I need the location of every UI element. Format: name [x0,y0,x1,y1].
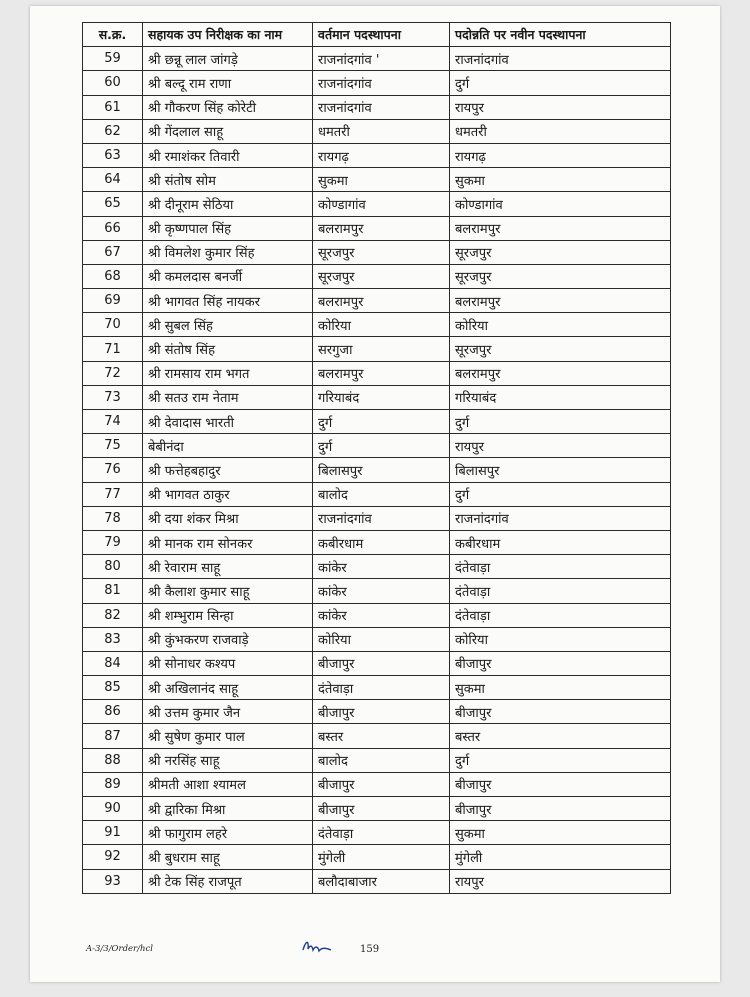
cell-name: श्री दीनूराम सेठिया [143,192,313,216]
cell-new-posting: दंतेवाड़ा [450,555,671,579]
cell-name: श्री द्वारिका मिश्रा [143,797,313,821]
cell-name: श्री विमलेश कुमार सिंह [143,240,313,264]
cell-new-posting: गरियाबंद [450,385,671,409]
cell-name: श्री गेंदलाल साहू [143,119,313,143]
table-row [83,627,671,651]
document-page [30,6,720,982]
cell-new-posting: कोरिया [450,627,671,651]
cell-serial: 87 [83,724,143,748]
cell-serial: 59 [83,47,143,71]
header-current-posting: वर्तमान पदस्थापना [313,23,450,47]
cell-serial: 66 [83,216,143,240]
cell-serial: 91 [83,821,143,845]
cell-serial: 73 [83,385,143,409]
table-row [83,192,671,216]
cell-current-posting: दंतेवाड़ा [313,821,450,845]
cell-new-posting: दुर्ग [450,482,671,506]
cell-current-posting: राजनांदगांव [313,95,450,119]
cell-current-posting: बीजापुर [313,772,450,796]
cell-new-posting: बलरामपुर [450,289,671,313]
cell-current-posting: दुर्ग [313,434,450,458]
cell-current-posting: कबीरधाम [313,530,450,554]
cell-new-posting: सूरजपुर [450,264,671,288]
cell-new-posting: सुकमा [450,676,671,700]
cell-serial: 61 [83,95,143,119]
cell-current-posting: बलरामपुर [313,216,450,240]
cell-name: श्री सुबल सिंह [143,313,313,337]
cell-serial: 62 [83,119,143,143]
cell-name: श्री शम्भुराम सिन्हा [143,603,313,627]
cell-serial: 93 [83,869,143,893]
cell-new-posting: कोरिया [450,313,671,337]
table-row [83,313,671,337]
cell-new-posting: रायगढ़ [450,143,671,167]
cell-name: श्री बल्दू राम राणा [143,71,313,95]
cell-serial: 78 [83,506,143,530]
cell-serial: 64 [83,168,143,192]
cell-current-posting: सुकमा [313,168,450,192]
cell-current-posting: मुंगेली [313,845,450,869]
cell-current-posting: बीजापुर [313,651,450,675]
table-header-row [83,23,671,47]
cell-current-posting: धमतरी [313,119,450,143]
cell-serial: 83 [83,627,143,651]
table-row [83,506,671,530]
cell-new-posting: बीजापुर [450,797,671,821]
table-row [83,530,671,554]
table-row [83,772,671,796]
cell-new-posting: दुर्ग [450,748,671,772]
order-reference-code: A-3/3/Order/hcl [86,944,153,954]
cell-current-posting: बलरामपुर [313,361,450,385]
cell-serial: 68 [83,264,143,288]
cell-new-posting: बिलासपुर [450,458,671,482]
cell-new-posting: सूरजपुर [450,240,671,264]
table-row [83,385,671,409]
cell-name: श्री अखिलानंद साहू [143,676,313,700]
cell-current-posting: बलरामपुर [313,289,450,313]
cell-new-posting: सुकमा [450,168,671,192]
cell-serial: 60 [83,71,143,95]
cell-current-posting: कांकेर [313,603,450,627]
table-row [83,119,671,143]
table-row [83,458,671,482]
page-number: 159 [360,944,380,955]
cell-current-posting: गरियाबंद [313,385,450,409]
table-row [83,676,671,700]
cell-current-posting: सरगुजा [313,337,450,361]
cell-name: श्री गौकरण सिंह कोरेटी [143,95,313,119]
table-row [83,361,671,385]
cell-current-posting: कोरिया [313,627,450,651]
cell-new-posting: बीजापुर [450,700,671,724]
cell-current-posting: राजनांदगांव [313,71,450,95]
cell-new-posting: दंतेवाड़ा [450,579,671,603]
cell-new-posting: रायपुर [450,95,671,119]
cell-current-posting: कांकेर [313,579,450,603]
cell-current-posting: कोण्डागांव [313,192,450,216]
cell-serial: 84 [83,651,143,675]
cell-name: श्री सतउ राम नेताम [143,385,313,409]
cell-name: श्री संतोष सोम [143,168,313,192]
cell-new-posting: दुर्ग [450,71,671,95]
cell-current-posting: बलौदाबाजार [313,869,450,893]
cell-new-posting: धमतरी [450,119,671,143]
cell-serial: 81 [83,579,143,603]
table-row [83,216,671,240]
cell-current-posting: राजनांदगांव [313,506,450,530]
cell-new-posting: कोण्डागांव [450,192,671,216]
cell-current-posting: दंतेवाड़ा [313,676,450,700]
cell-current-posting: दुर्ग [313,410,450,434]
cell-serial: 63 [83,143,143,167]
cell-new-posting: राजनांदगांव [450,506,671,530]
cell-serial: 85 [83,676,143,700]
cell-name: श्री संतोष सिंह [143,337,313,361]
table-row [83,700,671,724]
cell-serial: 89 [83,772,143,796]
cell-name: श्री नरसिंह साहू [143,748,313,772]
cell-name: श्री छन्नू लाल जांगड़े [143,47,313,71]
cell-name: श्रीमती आशा श्यामल [143,772,313,796]
cell-current-posting: रायगढ़ [313,143,450,167]
table-row [83,168,671,192]
cell-serial: 88 [83,748,143,772]
cell-name: श्री देवादास भारती [143,410,313,434]
table-row [83,748,671,772]
table-row [83,724,671,748]
table-row [83,869,671,893]
posting-table [82,22,671,894]
cell-name: श्री भागवत सिंह नायकर [143,289,313,313]
cell-current-posting: कोरिया [313,313,450,337]
cell-serial: 86 [83,700,143,724]
cell-serial: 90 [83,797,143,821]
cell-name: श्री टेक सिंह राजपूत [143,869,313,893]
table-row [83,603,671,627]
cell-name: श्री बुधराम साहू [143,845,313,869]
table-row [83,95,671,119]
cell-current-posting: बिलासपुर [313,458,450,482]
cell-new-posting: कबीरधाम [450,530,671,554]
cell-serial: 77 [83,482,143,506]
cell-current-posting: बीजापुर [313,797,450,821]
cell-serial: 71 [83,337,143,361]
cell-new-posting: बलरामपुर [450,216,671,240]
cell-new-posting: बीजापुर [450,772,671,796]
cell-new-posting: दुर्ग [450,410,671,434]
cell-new-posting: दंतेवाड़ा [450,603,671,627]
cell-serial: 72 [83,361,143,385]
header-new-posting: पदोन्नति पर नवीन पदस्थापना [450,23,671,47]
cell-serial: 79 [83,530,143,554]
cell-new-posting: रायपुर [450,869,671,893]
cell-name: श्री रमाशंकर तिवारी [143,143,313,167]
cell-current-posting: बालोद [313,748,450,772]
table-row [83,47,671,71]
table-row [83,240,671,264]
table-row [83,651,671,675]
table-row [83,434,671,458]
cell-current-posting: सूरजपुर [313,240,450,264]
cell-new-posting: बीजापुर [450,651,671,675]
table-row [83,821,671,845]
cell-name: श्री मानक राम सोनकर [143,530,313,554]
cell-serial: 67 [83,240,143,264]
cell-serial: 80 [83,555,143,579]
table-row [83,289,671,313]
cell-new-posting: बस्तर [450,724,671,748]
table-row [83,555,671,579]
cell-name: श्री कृष्णपाल सिंह [143,216,313,240]
cell-new-posting: रायपुर [450,434,671,458]
cell-name: श्री फत्तेहबहादुर [143,458,313,482]
cell-name: श्री सुषेण कुमार पाल [143,724,313,748]
table-row [83,797,671,821]
table-row [83,143,671,167]
table-row [83,410,671,434]
cell-name: श्री भागवत ठाकुर [143,482,313,506]
cell-serial: 75 [83,434,143,458]
cell-name: श्री दया शंकर मिश्रा [143,506,313,530]
cell-current-posting: बस्तर [313,724,450,748]
cell-serial: 65 [83,192,143,216]
cell-new-posting: सुकमा [450,821,671,845]
cell-serial: 70 [83,313,143,337]
cell-current-posting: बीजापुर [313,700,450,724]
cell-serial: 69 [83,289,143,313]
cell-new-posting: मुंगेली [450,845,671,869]
cell-name: श्री उत्तम कुमार जैन [143,700,313,724]
table-row [83,845,671,869]
cell-new-posting: बलरामपुर [450,361,671,385]
cell-current-posting: कांकेर [313,555,450,579]
cell-name: बेबीनंदा [143,434,313,458]
table-row [83,579,671,603]
table-row [83,337,671,361]
signature-mark [300,936,334,958]
cell-serial: 74 [83,410,143,434]
cell-current-posting: बालोद [313,482,450,506]
header-name: सहायक उप निरीक्षक का नाम [143,23,313,47]
cell-current-posting: राजनांदगांव ' [313,47,450,71]
cell-serial: 76 [83,458,143,482]
cell-name: श्री कमलदास बनर्जी [143,264,313,288]
cell-name: श्री फागुराम लहरे [143,821,313,845]
table-body [83,47,671,894]
cell-serial: 92 [83,845,143,869]
table-row [83,482,671,506]
cell-name: श्री कुंभकरण राजवाड़े [143,627,313,651]
cell-new-posting: सूरजपुर [450,337,671,361]
table-row [83,71,671,95]
cell-name: श्री रेवाराम साहू [143,555,313,579]
header-serial: स.क्र. [83,23,143,47]
cell-name: श्री रामसाय राम भगत [143,361,313,385]
cell-current-posting: सूरजपुर [313,264,450,288]
cell-new-posting: राजनांदगांव [450,47,671,71]
cell-name: श्री सोनाधर कश्यप [143,651,313,675]
cell-serial: 82 [83,603,143,627]
cell-name: श्री कैलाश कुमार साहू [143,579,313,603]
table-row [83,264,671,288]
